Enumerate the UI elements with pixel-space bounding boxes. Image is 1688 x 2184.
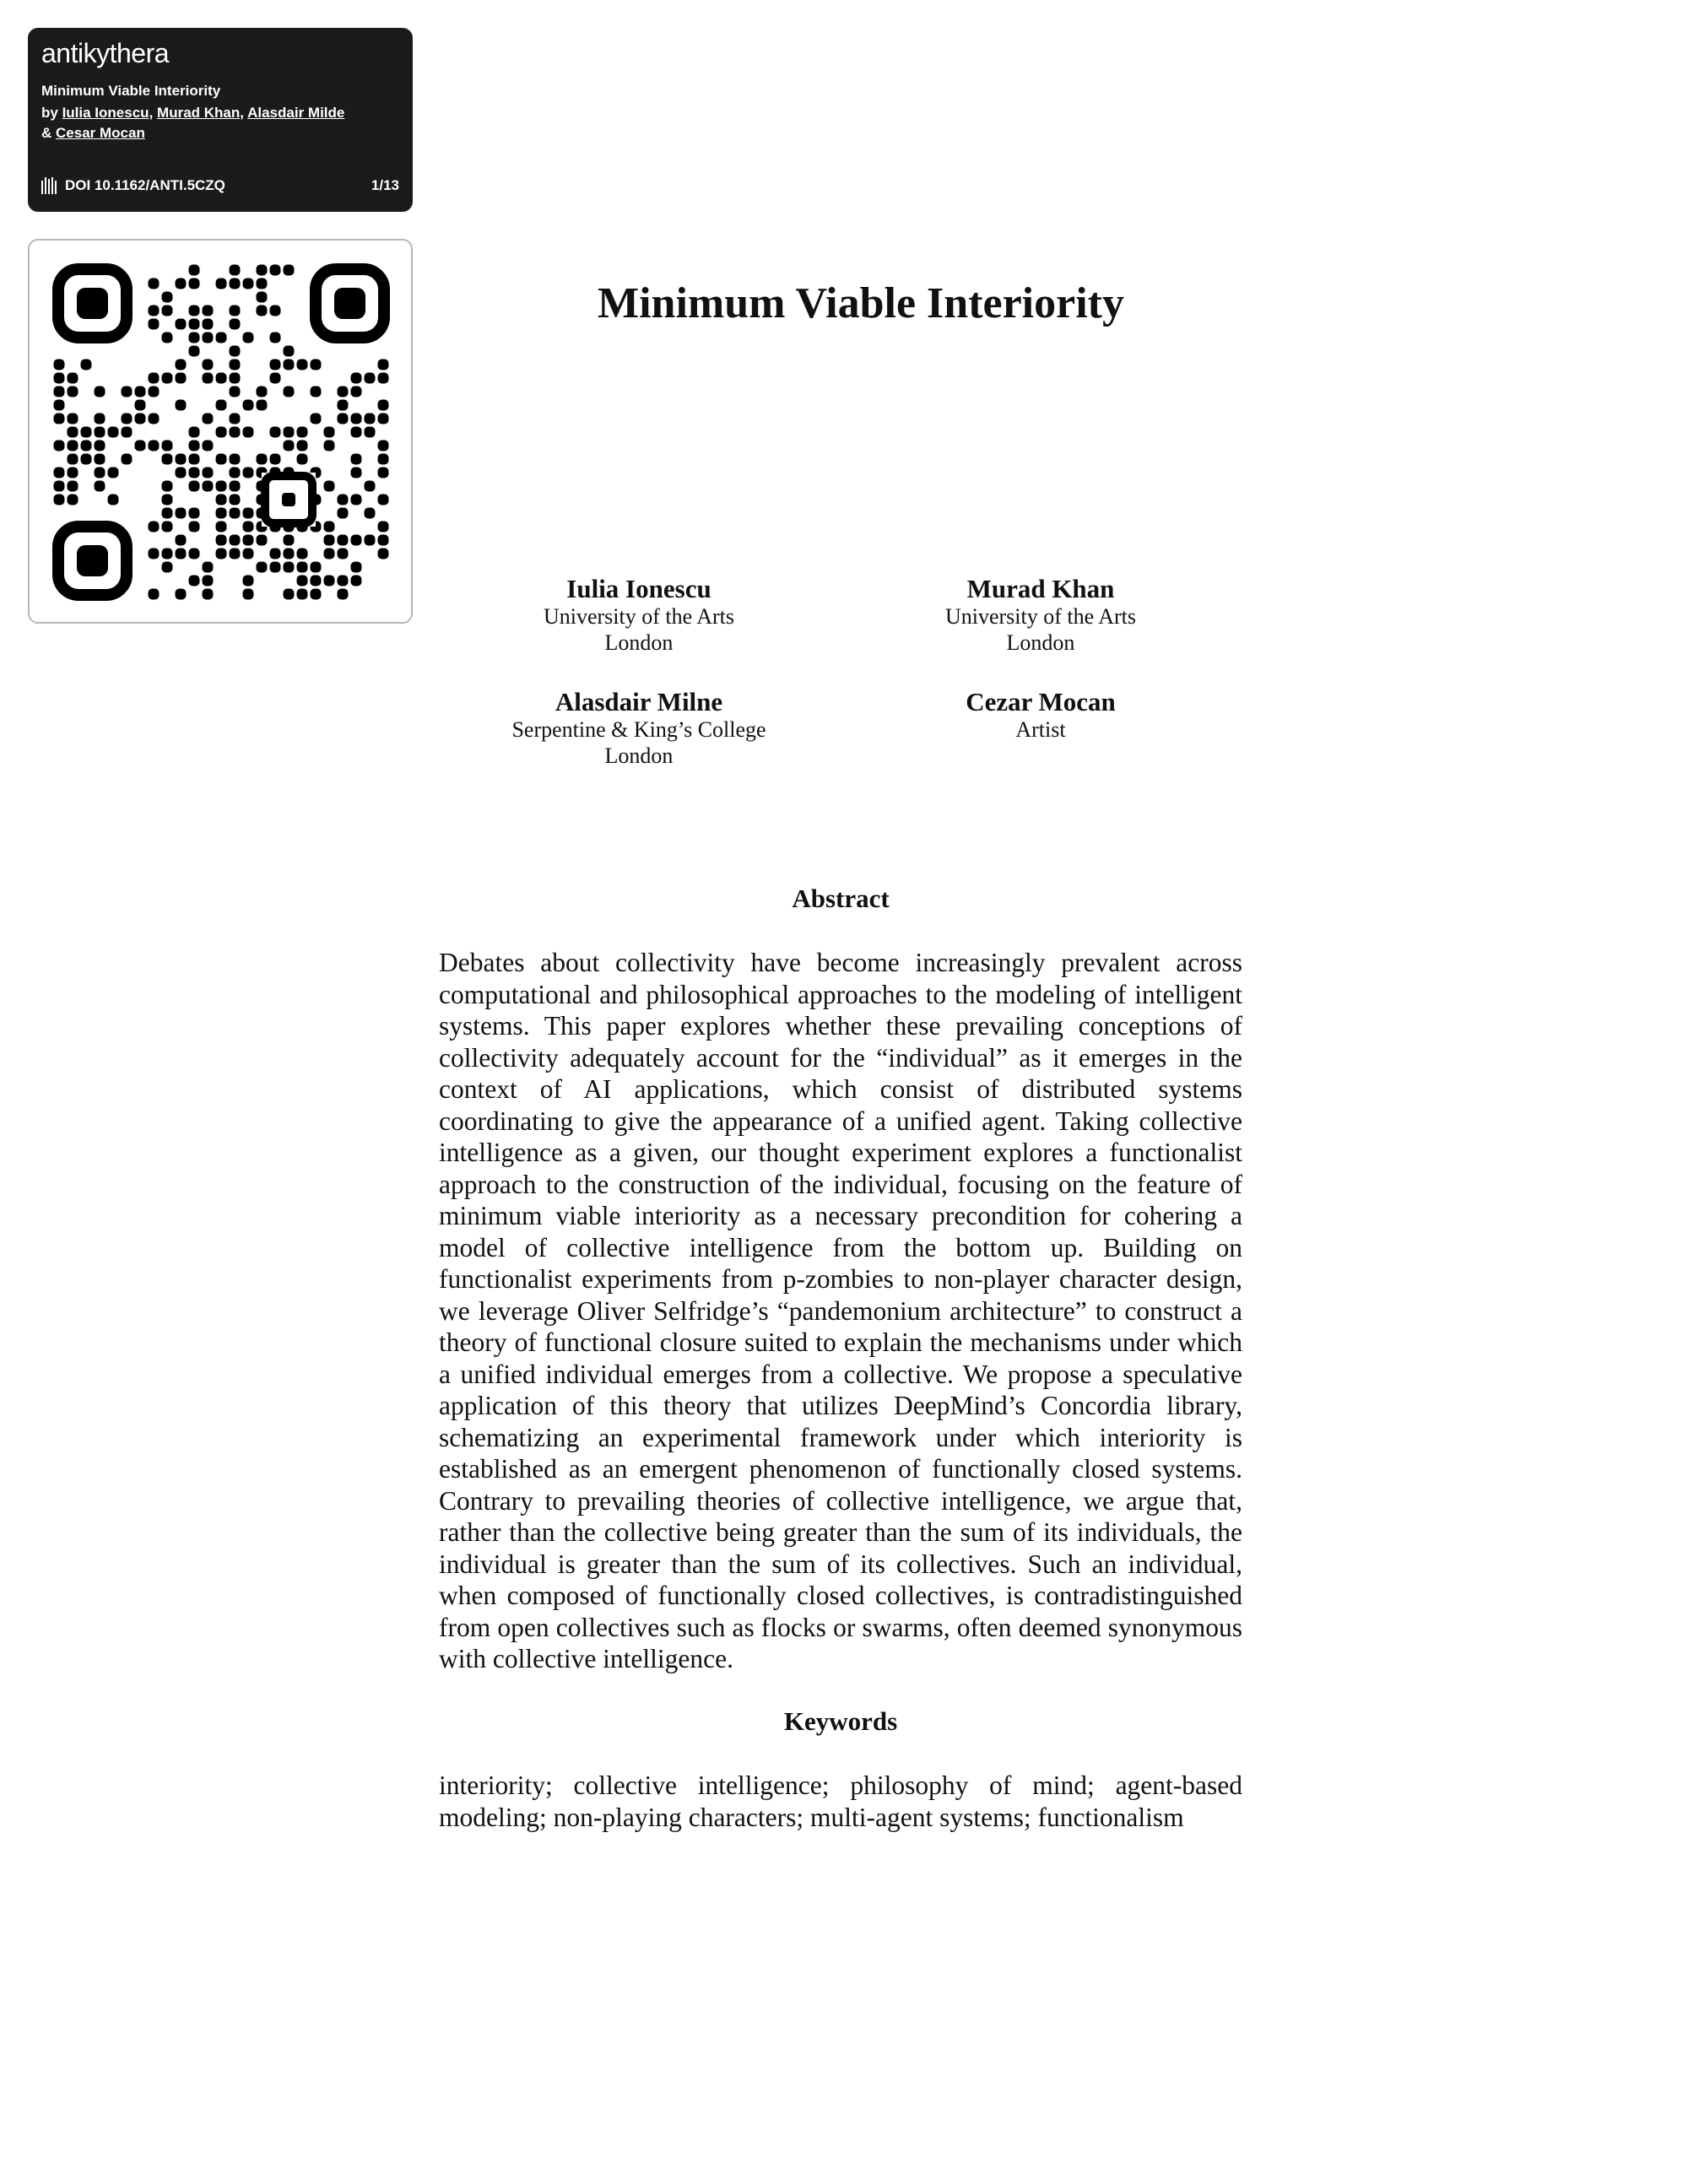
qr-module: [378, 400, 389, 411]
qr-module: [230, 359, 241, 370]
qr-module: [311, 576, 322, 587]
qr-module: [243, 278, 254, 289]
qr-module: [365, 427, 376, 438]
qr-module: [149, 319, 160, 330]
qr-module: [68, 387, 78, 397]
qr-module: [162, 454, 173, 465]
qr-module: [216, 454, 227, 465]
qr-module: [54, 441, 65, 451]
qr-module: [338, 400, 349, 411]
qr-module: [216, 481, 227, 492]
doi-row: [41, 176, 399, 196]
qr-module: [311, 387, 322, 397]
qr-module: [284, 549, 295, 560]
qr-module: [176, 589, 187, 600]
qr-module: [243, 400, 254, 411]
qr-module: [122, 414, 133, 424]
qr-module: [216, 427, 227, 438]
qr-module: [284, 427, 295, 438]
qr-module: [81, 359, 92, 370]
qr-module: [284, 589, 295, 600]
author-affiliation: Artist: [1015, 717, 1066, 742]
qr-module: [243, 549, 254, 560]
qr-module: [243, 535, 254, 546]
qr-module: [270, 427, 281, 438]
qr-module: [324, 535, 335, 546]
qr-module: [257, 278, 268, 289]
qr-module: [149, 549, 160, 560]
qr-module: [270, 332, 281, 343]
qr-module: [311, 359, 322, 370]
qr-module: [149, 278, 160, 289]
qr-module: [54, 387, 65, 397]
author-block: [863, 688, 1218, 743]
qr-module: [203, 576, 214, 587]
qr-module: [162, 562, 173, 573]
author-location: London: [1006, 630, 1075, 655]
qr-module: [270, 265, 281, 276]
qr-module: [95, 468, 106, 478]
qr-module: [257, 305, 268, 316]
qr-module: [270, 562, 281, 573]
qr-module: [189, 332, 200, 343]
by-label: by: [41, 105, 58, 121]
qr-module: [378, 495, 389, 505]
author-affiliation: University of the Arts: [944, 604, 1137, 629]
author-block: [863, 575, 1218, 656]
qr-module: [230, 319, 241, 330]
keywords-text: interiority; collective intelligence; philosophy of mind; agent-based modeling; non-playing characters; multi-agent systems; functionalism: [439, 1770, 1242, 1832]
qr-module: [216, 332, 227, 343]
qr-module: [230, 495, 241, 505]
qr-module: [284, 359, 295, 370]
qr-module: [338, 495, 349, 505]
qr-module: [203, 332, 214, 343]
qr-module: [162, 292, 173, 303]
qr-module: [203, 481, 214, 492]
qr-module: [257, 400, 268, 411]
qr-module: [270, 305, 281, 316]
qr-module: [230, 454, 241, 465]
author-location: London: [604, 630, 674, 655]
qr-module: [216, 549, 227, 560]
qr-module: [297, 359, 308, 370]
qr-module: [365, 535, 376, 546]
qr-module: [176, 454, 187, 465]
qr-module: [176, 549, 187, 560]
qr-alignment-center: [282, 493, 295, 506]
qr-module: [216, 495, 227, 505]
qr-module: [68, 454, 78, 465]
qr-module: [203, 468, 214, 478]
qr-module: [189, 319, 200, 330]
qr-module: [257, 562, 268, 573]
qr-module: [135, 400, 146, 411]
qr-module: [338, 414, 349, 424]
keywords-heading: Keywords: [783, 1706, 898, 1736]
qr-module: [108, 427, 119, 438]
qr-module: [284, 441, 295, 451]
qr-module: [378, 441, 389, 451]
qr-module: [257, 387, 268, 397]
author-separator: ,: [240, 105, 244, 121]
qr-module: [95, 481, 106, 492]
qr-module: [216, 522, 227, 532]
qr-module: [378, 522, 389, 532]
qr-module: [108, 468, 119, 478]
qr-module: [149, 373, 160, 384]
qr-module: [162, 305, 173, 316]
qr-module: [216, 278, 227, 289]
qr-module: [149, 387, 160, 397]
qr-module: [203, 319, 214, 330]
qr-module: [149, 522, 160, 532]
qr-module: [189, 441, 200, 451]
qr-module: [338, 535, 349, 546]
qr-module: [324, 481, 335, 492]
qr-module: [216, 535, 227, 546]
qr-module: [189, 265, 200, 276]
qr-module: [95, 387, 106, 397]
qr-module: [68, 468, 78, 478]
qr-module: [270, 454, 281, 465]
author-location: London: [604, 743, 674, 768]
qr-module: [257, 292, 268, 303]
qr-module: [378, 454, 389, 465]
qr-module: [351, 414, 362, 424]
qr-module: [378, 359, 389, 370]
qr-module: [243, 427, 254, 438]
qr-module: [324, 427, 335, 438]
qr-module: [203, 359, 214, 370]
qr-module: [68, 481, 78, 492]
qr-module: [378, 468, 389, 478]
qr-module: [284, 562, 295, 573]
qr-module: [54, 373, 65, 384]
qr-module: [230, 278, 241, 289]
author-link-4[interactable]: Cesar Mocan: [56, 125, 145, 141]
qr-module: [203, 305, 214, 316]
qr-module: [338, 576, 349, 587]
abstract-heading: Abstract: [792, 884, 890, 913]
author-block: [462, 575, 816, 656]
qr-module: [203, 441, 214, 451]
qr-module: [54, 495, 65, 505]
qr-module: [216, 400, 227, 411]
brand-logo[interactable]: antikythera: [41, 38, 170, 68]
qr-module: [284, 265, 295, 276]
qr-module: [203, 589, 214, 600]
barcode-icon: [41, 177, 57, 194]
qr-code-box: [28, 239, 413, 624]
qr-module: [257, 535, 268, 546]
qr-module: [365, 414, 376, 424]
qr-module: [189, 346, 200, 357]
qr-code-icon[interactable]: [52, 263, 390, 601]
qr-module: [297, 549, 308, 560]
qr-module: [378, 373, 389, 384]
qr-module: [230, 427, 241, 438]
qr-module: [284, 387, 295, 397]
qr-module: [108, 495, 119, 505]
qr-module: [297, 441, 308, 451]
qr-module: [230, 305, 241, 316]
qr-module: [351, 373, 362, 384]
qr-module: [365, 481, 376, 492]
qr-module: [311, 589, 322, 600]
qr-module: [243, 468, 254, 478]
author-separator: &: [41, 125, 52, 141]
qr-module: [162, 332, 173, 343]
qr-module: [203, 562, 214, 573]
qr-module: [365, 373, 376, 384]
qr-module: [338, 589, 349, 600]
qr-module: [324, 522, 335, 532]
qr-module: [68, 495, 78, 505]
author-affiliation: University of the Arts: [543, 604, 735, 629]
qr-module: [176, 400, 187, 411]
qr-module: [351, 427, 362, 438]
qr-module: [230, 373, 241, 384]
qr-module: [149, 305, 160, 316]
qr-module: [351, 468, 362, 478]
qr-module: [311, 562, 322, 573]
qr-module: [68, 427, 78, 438]
qr-module: [176, 468, 187, 478]
qr-module: [54, 414, 65, 424]
qr-module: [230, 549, 241, 560]
qr-module: [176, 535, 187, 546]
qr-module: [162, 508, 173, 519]
qr-module: [162, 495, 173, 505]
qr-module: [338, 508, 349, 519]
qr-module: [257, 454, 268, 465]
qr-module: [135, 414, 146, 424]
qr-module: [95, 454, 106, 465]
author-name: Iulia Ionescu: [566, 574, 711, 603]
author-link-1[interactable]: Iulia Ionescu: [62, 105, 149, 121]
qr-module: [230, 265, 241, 276]
qr-module: [122, 454, 133, 465]
qr-module: [54, 481, 65, 492]
qr-module: [162, 441, 173, 451]
qr-module: [81, 441, 92, 451]
author-separator: ,: [149, 105, 154, 121]
qr-module: [324, 576, 335, 587]
qr-module: [243, 508, 254, 519]
paper-title: Minimum Viable Interiority: [598, 279, 1124, 327]
qr-module: [68, 441, 78, 451]
qr-module: [297, 562, 308, 573]
qr-module: [297, 589, 308, 600]
qr-module: [351, 495, 362, 505]
qr-module: [135, 387, 146, 397]
author-name: Murad Khan: [966, 574, 1115, 603]
qr-module: [257, 265, 268, 276]
qr-module: [270, 373, 281, 384]
qr-module: [81, 454, 92, 465]
qr-module: [135, 441, 146, 451]
qr-module: [189, 508, 200, 519]
qr-module: [176, 508, 187, 519]
qr-module: [54, 400, 65, 411]
qr-module: [189, 481, 200, 492]
qr-module: [270, 549, 281, 560]
qr-module: [122, 427, 133, 438]
qr-module: [284, 535, 295, 546]
qr-module: [338, 549, 349, 560]
qr-module: [149, 414, 160, 424]
qr-module: [243, 589, 254, 600]
qr-module: [351, 535, 362, 546]
qr-module: [324, 441, 335, 451]
qr-module: [162, 481, 173, 492]
doi-link[interactable]: DOI 10.1162/ANTI.5CZQ: [65, 177, 225, 193]
qr-module: [189, 522, 200, 532]
qr-module: [54, 468, 65, 478]
qr-module: [270, 359, 281, 370]
qr-module: [189, 305, 200, 316]
author-link-2[interactable]: Murad Khan: [157, 105, 241, 121]
qr-module: [189, 468, 200, 478]
qr-module: [243, 522, 254, 532]
qr-module: [230, 481, 241, 492]
author-link-3[interactable]: Alasdair Milde: [247, 105, 345, 121]
qr-module: [203, 414, 214, 424]
qr-module: [162, 522, 173, 532]
author-block: [462, 688, 816, 769]
qr-module: [230, 508, 241, 519]
author-name: Cezar Mocan: [966, 687, 1116, 716]
qr-module: [378, 414, 389, 424]
card-byline: [41, 103, 404, 143]
qr-module: [351, 576, 362, 587]
qr-module: [351, 387, 362, 397]
qr-module: [324, 549, 335, 560]
qr-module: [95, 441, 106, 451]
qr-module: [365, 508, 376, 519]
qr-module: [243, 576, 254, 587]
author-name: Alasdair Milne: [555, 687, 723, 716]
paper-header-card: [28, 28, 413, 212]
qr-module: [230, 387, 241, 397]
qr-module: [176, 319, 187, 330]
qr-module: [176, 359, 187, 370]
qr-module: [189, 278, 200, 289]
qr-module: [95, 427, 106, 438]
qr-module: [95, 414, 106, 424]
qr-module: [176, 278, 187, 289]
qr-module: [338, 387, 349, 397]
qr-module: [122, 387, 133, 397]
qr-module: [351, 562, 362, 573]
qr-module: [297, 427, 308, 438]
card-paper-title: Minimum Viable Interiority: [41, 83, 221, 99]
qr-module: [230, 346, 241, 357]
qr-module: [189, 427, 200, 438]
qr-module: [351, 454, 362, 465]
qr-module: [162, 549, 173, 560]
qr-module: [284, 346, 295, 357]
qr-module: [230, 535, 241, 546]
qr-module: [176, 373, 187, 384]
qr-module: [311, 414, 322, 424]
qr-module: [216, 508, 227, 519]
page-indicator: 1/13: [371, 177, 399, 193]
qr-module: [149, 441, 160, 451]
qr-module: [189, 454, 200, 465]
author-affiliation: Serpentine & King’s College: [511, 717, 766, 742]
qr-module: [378, 535, 389, 546]
qr-module: [189, 549, 200, 560]
qr-module: [149, 589, 160, 600]
qr-module: [378, 549, 389, 560]
abstract-text: Debates about collectivity have become increasingly prevalent across computational and philosophical approaches to the modeling of intelligent systems. This paper explores whether these prevailing conceptions of collectivity adequately account for the “individual” as it emerges in the context of AI applications, which consist of distributed systems coordinating to give the appearance of a unified agent. Taking collective intelligence as a given, our thought experiment explores a functionalist approach to the construction of the individual, focusing on the feature of minimum viable interiority as a necessary precondition for cohering a model of collective intelligence from the bottom up. Building on functionalist experiments from p-zombies to non-player character design, we leverage Oliver Selfridge’s “pandemonium architecture” to construct a theory of functional closure suited to explain the mechanisms under which a unified individual emerges from a collective. We propose a speculative application of this theory that utilizes DeepMind’s Concordia library, schematizing an experimental framework under which interiority is established as an emergent phenomenon of functionally closed systems. Contrary to prevailing theories of collective intelligence, we argue that, rather than the collective being greater than the sum of its individuals, the individual is greater than the sum of its collectives. Such an individual, when composed of functionally closed collectives, is contradistinguished from open collectives such as flocks or swarms, often deemed synonymous with collective intelligence.: [439, 948, 1242, 1673]
qr-module: [189, 576, 200, 587]
qr-module: [230, 468, 241, 478]
qr-module: [243, 332, 254, 343]
qr-module: [68, 373, 78, 384]
qr-module: [162, 373, 173, 384]
qr-module: [203, 373, 214, 384]
qr-module: [54, 359, 65, 370]
qr-module: [68, 414, 78, 424]
qr-module: [81, 427, 92, 438]
qr-module: [297, 454, 308, 465]
qr-module: [297, 576, 308, 587]
qr-module: [230, 414, 241, 424]
qr-module: [216, 373, 227, 384]
